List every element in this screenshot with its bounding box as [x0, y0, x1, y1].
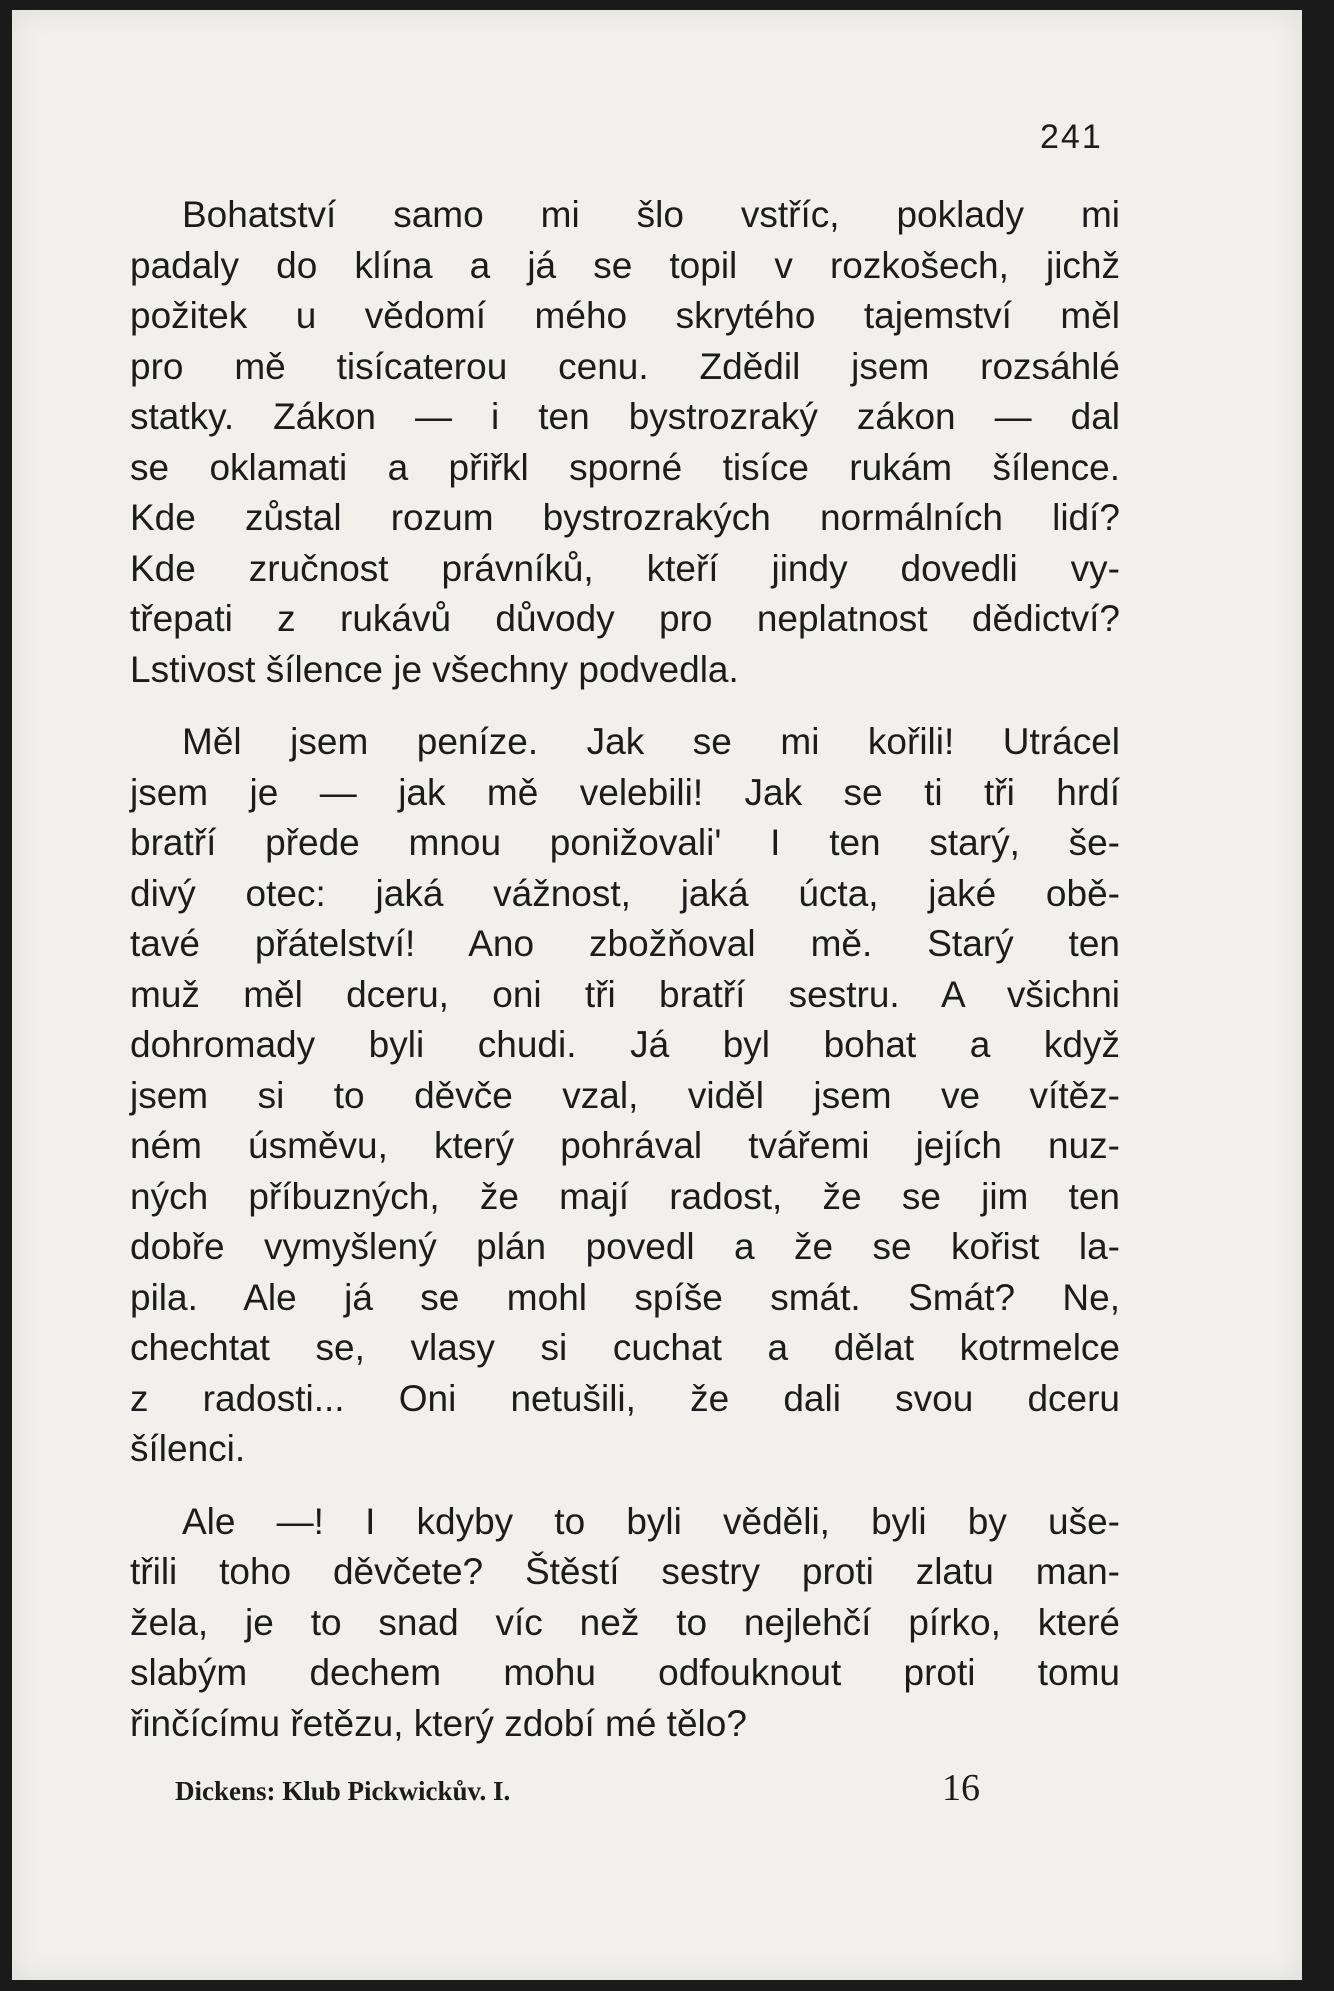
text-line: pro mě tisícaterou cenu. Zdědil jsem rozsáhlé — [130, 345, 1120, 387]
text-line: se oklamati a přiřkl sporné tisíce rukám šílence. — [130, 446, 1120, 488]
text-line: dobře vymyšlený plán povedl a že se kořist la- — [130, 1226, 1120, 1267]
sheet-number: 16 — [942, 1767, 980, 1809]
text-line: bratří přede mnou ponižovali' I ten starý, še- — [130, 822, 1120, 863]
text-line: z radosti... Oni netušili, že dali svou dceru — [130, 1377, 1120, 1419]
text-line: Měl jsem peníze. Jak se mi kořili! Utrácel — [182, 721, 1120, 762]
signature-mark: Dickens: Klub Pickwickův. I. — [175, 1776, 511, 1806]
text-line: žela, je to snad víc než to nejlehčí pírko, které — [130, 1601, 1120, 1643]
text-line: padaly do klína a já se topil v rozkošech, jichž — [130, 244, 1120, 286]
book-page — [12, 10, 1302, 1980]
text-line: třepati z rukávů důvody pro neplatnost dědictví? — [130, 598, 1120, 639]
paragraph — [130, 190, 1120, 695]
text-line: třili toho děvčete? Štěstí sestry proti zlatu man- — [130, 1551, 1120, 1592]
page-number: 241 — [1040, 118, 1103, 156]
text-line: jsem je — jak mě velebili! Jak se ti tři hrdí — [130, 771, 1120, 813]
text-line: řinčícímu řetězu, který zdobí mé tělo? — [130, 1702, 747, 1744]
text-line: Bohatství samo mi šlo vstříc, poklady mi — [182, 194, 1120, 235]
text-line: ném úsměvu, který pohrával tvářemi jejích nuz- — [130, 1125, 1120, 1166]
text-line: pila. Ale já se mohl spíše smát. Smát? Ne, — [130, 1276, 1120, 1318]
text-line: muž měl dceru, oni tři bratří sestru. A všichni — [130, 973, 1120, 1015]
text-line: Kde zručnost právníků, kteří jindy dovedli vy- — [130, 547, 1120, 589]
paragraph — [130, 1497, 1120, 1750]
text-line: jsem si to děvče vzal, viděl jsem ve vítěz- — [130, 1074, 1120, 1116]
text-line: dohromady byli chudi. Já byl bohat a když — [130, 1024, 1120, 1065]
text-line: divý otec: jaká vážnost, jaká úcta, jaké obě- — [130, 872, 1120, 914]
text-line: chechtat se, vlasy si cuchat a dělat kotrmelce — [130, 1327, 1120, 1368]
text-line: statky. Zákon — i ten bystrozraký zákon — dal — [130, 396, 1120, 437]
text-line: požitek u vědomí mého skrytého tajemství měl — [130, 295, 1120, 336]
paragraph — [130, 717, 1120, 1475]
text-line: Kde zůstal rozum bystrozrakých normálních lidí? — [130, 497, 1120, 538]
text-line: ných příbuzných, že mají radost, že se jim ten — [130, 1175, 1120, 1217]
body-text — [130, 190, 1120, 1771]
text-line: Ale —! I kdyby to byli věděli, byli by uše- — [182, 1500, 1120, 1542]
text-line: šílenci. — [130, 1428, 246, 1469]
text-line: Lstivost šílence je všechny podvedla. — [130, 648, 739, 690]
text-line: tavé přátelství! Ano zbožňoval mě. Starý ten — [130, 923, 1120, 964]
text-line: slabým dechem mohu odfouknout proti tomu — [130, 1652, 1120, 1693]
